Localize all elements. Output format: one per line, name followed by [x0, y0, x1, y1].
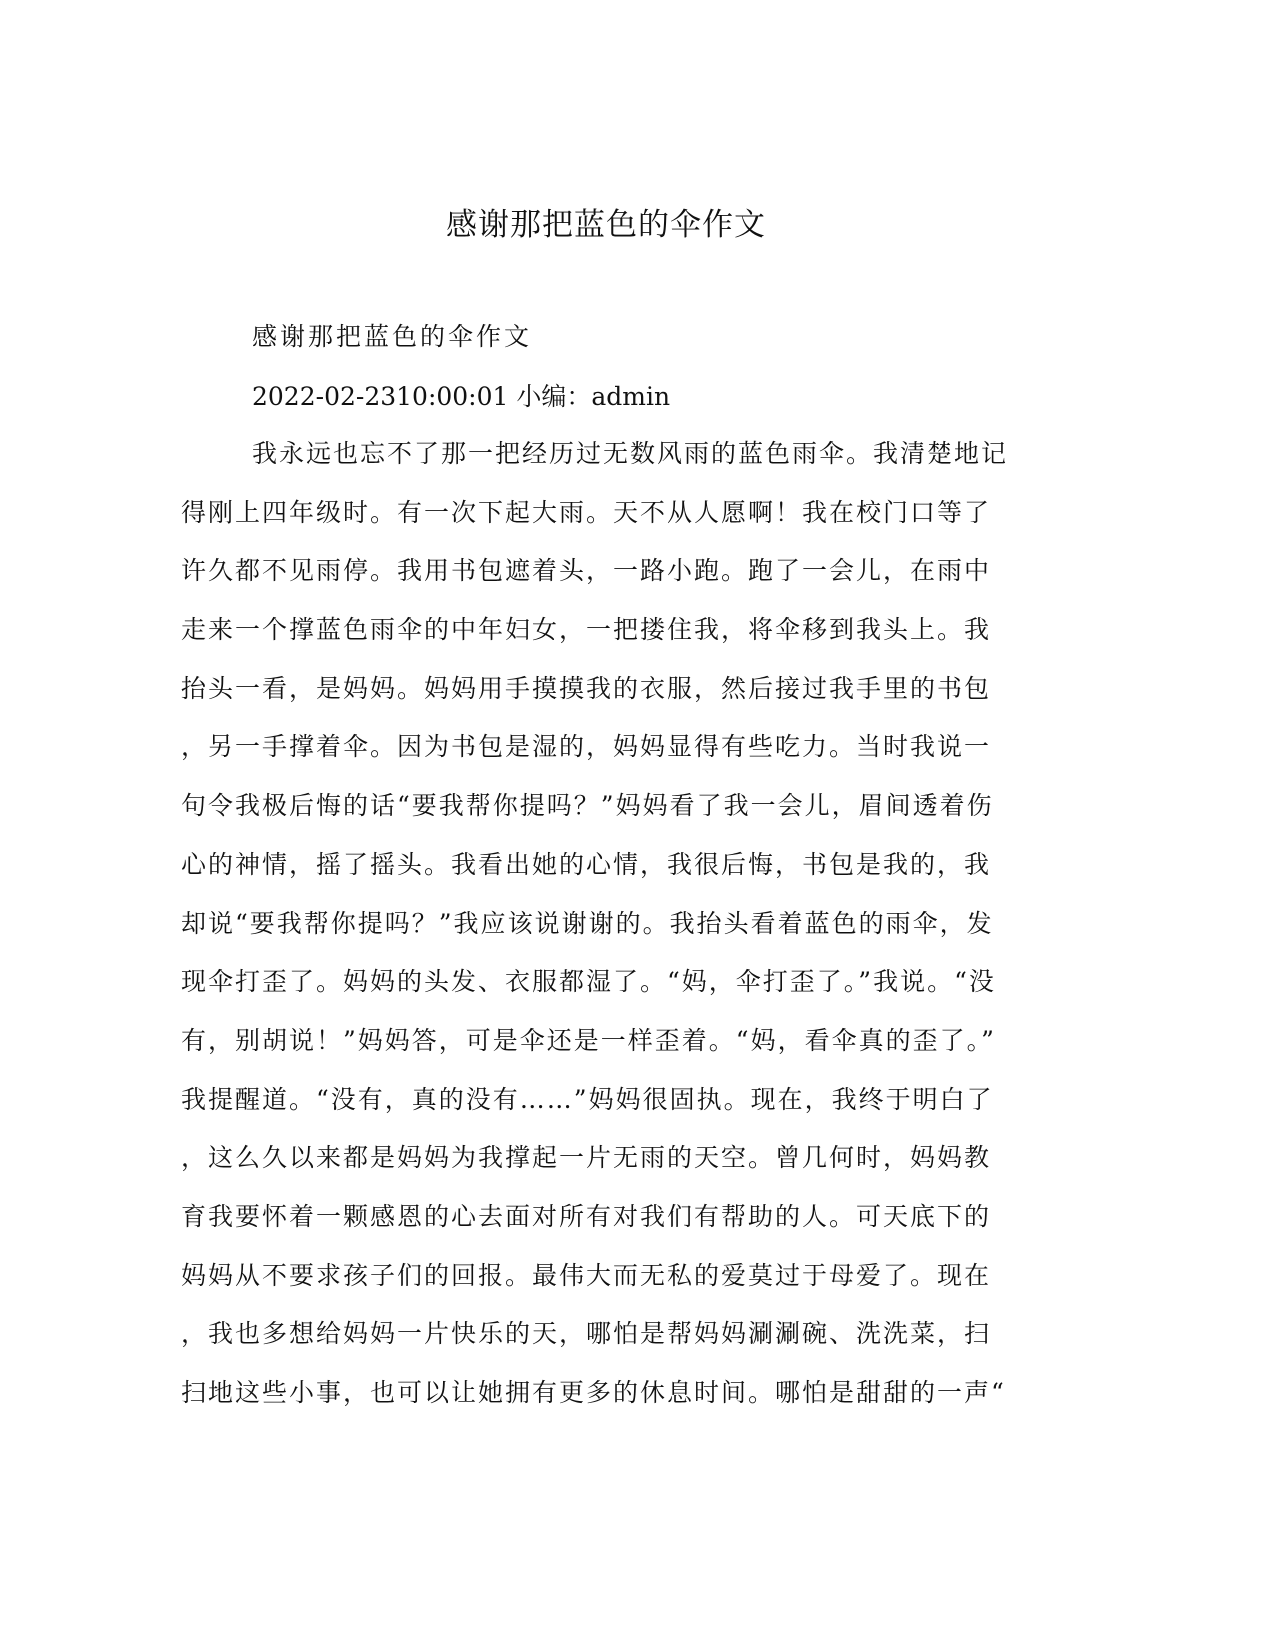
- body-line: 许久都不见雨停。我用书包遮着头，一路小跑。跑了一会儿，在雨中: [181, 556, 992, 586]
- article-body: [181, 437, 1041, 1435]
- body-line: 抬头一看，是妈妈。妈妈用手摸摸我的衣服，然后接过我手里的书包: [181, 673, 992, 703]
- body-line: 心的神情，摇了摇头。我看出她的心情，我很后悔，书包是我的，我: [181, 849, 992, 879]
- body-line: ，我也多想给妈妈一片快乐的天，哪怕是帮妈妈涮涮碗、洗洗菜，扫: [181, 1319, 992, 1349]
- body-line: 扫地这些小事，也可以让她拥有更多的休息时间。哪怕是甜甜的一声“: [181, 1378, 1006, 1407]
- article-subtitle: 感谢那把蓝色的伞作文: [252, 322, 533, 351]
- body-line: ，另一手撑着伞。因为书包是湿的，妈妈显得有些吃力。当时我说一: [181, 732, 992, 762]
- document-title: 感谢那把蓝色的伞作文: [446, 207, 766, 243]
- body-line: 我提醒道。“没有，真的没有……”妈妈很固执。现在，我终于明白了: [181, 1084, 994, 1114]
- body-line: 育我要怀着一颗感恩的心去面对所有对我们有帮助的人。可天底下的: [181, 1201, 992, 1231]
- body-line: 有，别胡说！”妈妈答，可是伞还是一样歪着。“妈，看伞真的歪了。”: [181, 1025, 996, 1055]
- body-line: 现伞打歪了。妈妈的头发、衣服都湿了。“妈，伞打歪了。”我说。“没: [181, 967, 996, 997]
- article-dateline: 2022-02-2310:00:01 小编：admin: [252, 382, 671, 411]
- body-line: 得刚上四年级时。有一次下起大雨。天不从人愿啊！我在校门口等了: [181, 497, 992, 527]
- body-line: 走来一个撑蓝色雨伞的中年妇女，一把搂住我，将伞移到我头上。我: [181, 615, 992, 645]
- body-line: 却说“要我帮你提吗？”我应该说谢谢的。我抬头看着蓝色的雨伞，发: [181, 908, 994, 938]
- body-line: 句令我极后悔的话“要我帮你提吗？”妈妈看了我一会儿，眉间透着伤: [181, 791, 994, 821]
- body-line: 妈妈从不要求孩子们的回报。最伟大而无私的爱莫过于母爱了。现在: [181, 1260, 992, 1290]
- body-line: 我永远也忘不了那一把经历过无数风雨的蓝色雨伞。我清楚地记: [252, 439, 1009, 468]
- body-line: ，这么久以来都是妈妈为我撑起一片无雨的天空。曾几何时，妈妈教: [181, 1143, 992, 1173]
